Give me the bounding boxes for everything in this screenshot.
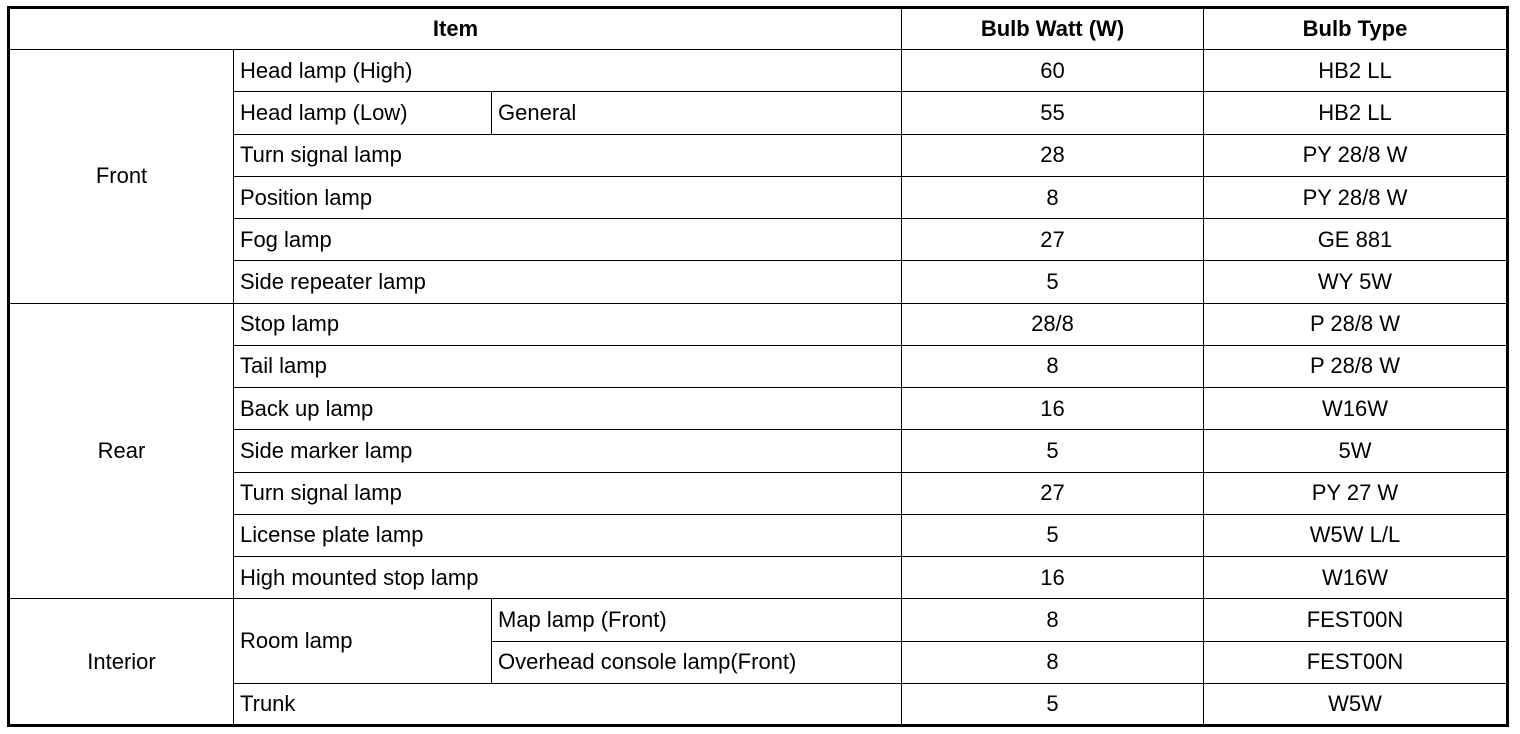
table-row [9,345,1508,387]
watt-cell: 28/8 [902,303,1204,345]
table-row [9,430,1508,472]
watt-cell: 8 [902,599,1204,641]
sub-item-cell: Map lamp (Front) [492,599,902,641]
item-cell: Tail lamp [234,345,902,387]
watt-cell: 28 [902,134,1204,176]
item-cell: Side repeater lamp [234,261,902,303]
type-cell: PY 27 W [1204,472,1508,514]
item-cell: Side marker lamp [234,430,902,472]
table-row [9,683,1508,725]
table-row [9,557,1508,599]
table-row [9,472,1508,514]
item-cell: License plate lamp [234,514,902,556]
item-cell: Back up lamp [234,388,902,430]
type-cell: P 28/8 W [1204,345,1508,387]
type-cell: PY 28/8 W [1204,134,1508,176]
bulb-spec-table [7,6,1509,727]
type-cell: W16W [1204,388,1508,430]
item-cell: Trunk [234,683,902,725]
type-cell: W16W [1204,557,1508,599]
type-cell: P 28/8 W [1204,303,1508,345]
watt-cell: 5 [902,683,1204,725]
table-row [9,303,1508,345]
type-cell: WY 5W [1204,261,1508,303]
type-cell: W5W L/L [1204,514,1508,556]
item-cell: Head lamp (Low) [234,92,492,134]
type-cell: HB2 LL [1204,92,1508,134]
table-row [9,134,1508,176]
sub-item-cell: Overhead console lamp(Front) [492,641,902,683]
watt-cell: 27 [902,472,1204,514]
type-cell: PY 28/8 W [1204,176,1508,218]
watt-cell: 5 [902,514,1204,556]
item-cell: Fog lamp [234,219,902,261]
type-cell: FEST00N [1204,641,1508,683]
watt-cell: 8 [902,345,1204,387]
watt-cell: 27 [902,219,1204,261]
header-bulb-watt: Bulb Watt (W) [902,8,1204,50]
table-row [9,514,1508,556]
type-cell: FEST00N [1204,599,1508,641]
watt-cell: 55 [902,92,1204,134]
table-row [9,50,1508,92]
type-cell: HB2 LL [1204,50,1508,92]
item-cell: Turn signal lamp [234,134,902,176]
table-row [9,388,1508,430]
watt-cell: 8 [902,641,1204,683]
table-row [9,92,1508,134]
table-row [9,261,1508,303]
table-row [9,219,1508,261]
header-item: Item [9,8,902,50]
group-interior: Interior [9,599,234,726]
header-bulb-type: Bulb Type [1204,8,1508,50]
type-cell: W5W [1204,683,1508,725]
watt-cell: 60 [902,50,1204,92]
watt-cell: 8 [902,176,1204,218]
table-row [9,599,1508,641]
item-cell: Position lamp [234,176,902,218]
watt-cell: 16 [902,388,1204,430]
group-rear: Rear [9,303,234,599]
table-row [9,176,1508,218]
item-cell: High mounted stop lamp [234,557,902,599]
item-cell: Turn signal lamp [234,472,902,514]
type-cell: GE 881 [1204,219,1508,261]
watt-cell: 5 [902,261,1204,303]
watt-cell: 16 [902,557,1204,599]
sub-item-cell: General [492,92,902,134]
watt-cell: 5 [902,430,1204,472]
item-cell: Stop lamp [234,303,902,345]
type-cell: 5W [1204,430,1508,472]
group-front: Front [9,50,234,303]
header-row [9,8,1508,50]
item-cell: Head lamp (High) [234,50,902,92]
item-cell: Room lamp [234,599,492,683]
